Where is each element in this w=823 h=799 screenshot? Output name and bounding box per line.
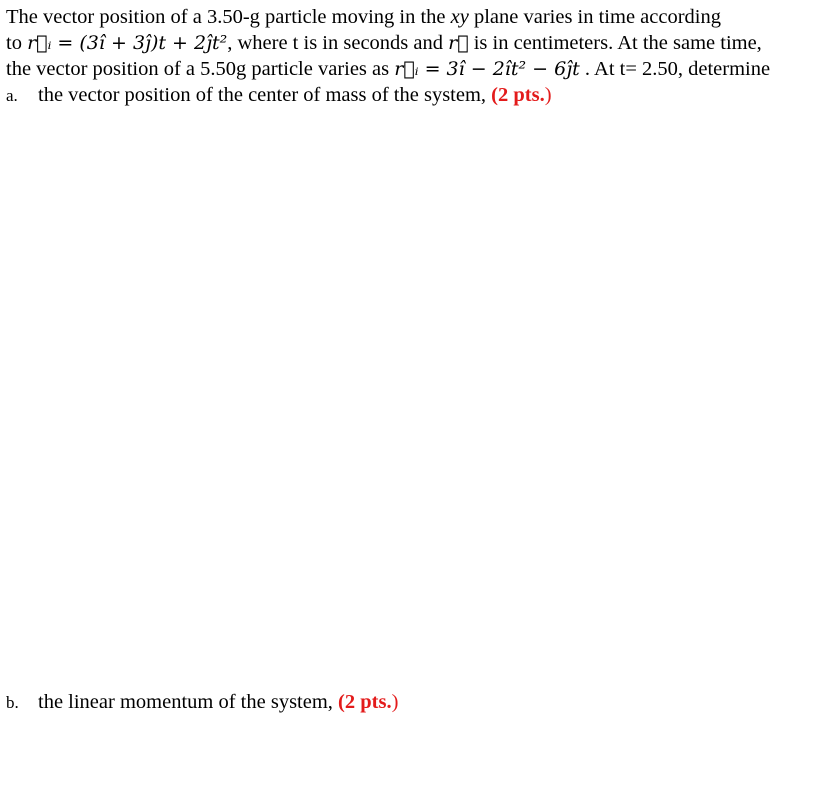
position-equation-2: r⃗ᵢ = 3î − 2ît² − 6ĵt	[394, 58, 580, 80]
part-a	[6, 82, 552, 109]
line2-prefix: to	[6, 32, 28, 54]
part-b-points-open: (	[338, 691, 345, 713]
line1-suffix: plane varies in time according	[468, 6, 721, 28]
part-b	[6, 689, 398, 716]
part-a-points-open: (	[491, 84, 498, 106]
part-b-letter: b.	[6, 693, 19, 712]
part-a-text: the vector position of the center of mass of the system,	[38, 84, 492, 106]
part-a-points-close: )	[544, 84, 552, 106]
line2-suffix: is in centimeters. At the same time,	[468, 32, 762, 54]
part-b-points-close: )	[391, 691, 399, 713]
position-equation-1: r⃗ᵢ = (3î + 3ĵ)t + 2ĵt²	[27, 32, 228, 54]
part-b-text: the linear momentum of the system,	[38, 691, 339, 713]
problem-line-1	[6, 4, 821, 30]
problem-line-3	[6, 56, 821, 82]
line3-prefix: the vector position of a 5.50g particle varies as	[6, 58, 395, 80]
problem-line-2	[6, 30, 821, 56]
part-a-points	[491, 84, 551, 106]
line2-mid: , where t is in seconds and	[227, 32, 449, 54]
line3-suffix: . At t= 2.50, determine	[579, 58, 771, 80]
r-vector-symbol: r⃗	[448, 32, 469, 54]
part-b-answer-space[interactable]	[0, 720, 823, 799]
line1-prefix: The vector position of a 3.50-g particle moving in the	[6, 6, 451, 28]
part-b-points	[338, 691, 398, 713]
part-a-answer-space[interactable]	[0, 112, 823, 682]
part-a-letter: a.	[6, 86, 18, 105]
part-b-points-value: 2 pts.	[344, 691, 392, 713]
problem-statement	[6, 4, 821, 82]
part-a-points-value: 2 pts.	[498, 84, 545, 106]
xy-variable: xy	[450, 6, 469, 28]
